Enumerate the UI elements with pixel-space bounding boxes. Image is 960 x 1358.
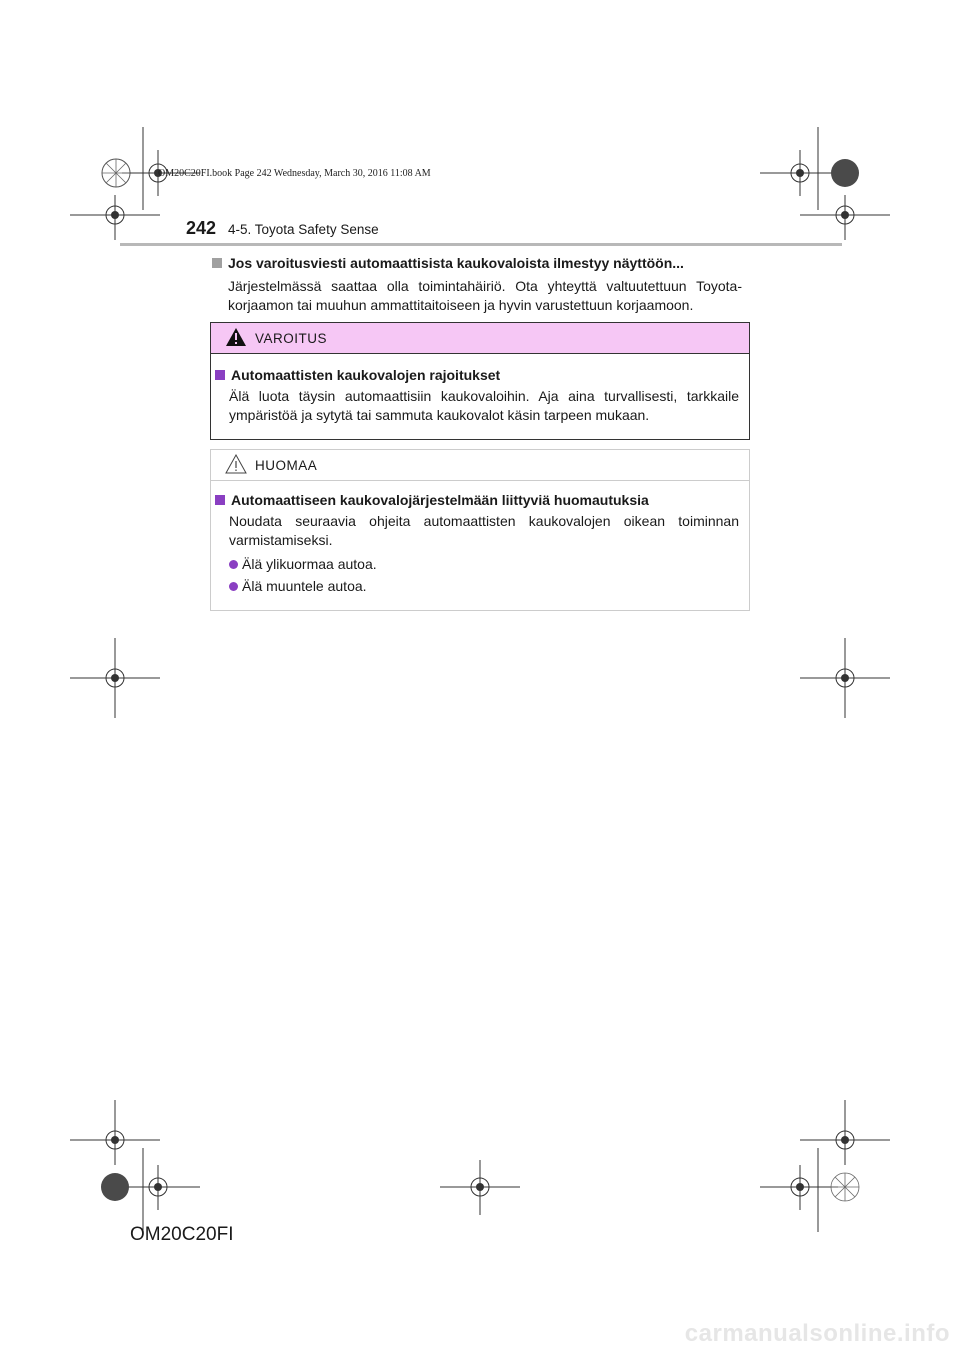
heading-warning-message [212,255,684,271]
heading-text: Jos varoitusviesti automaattisista kaukovaloista ilmestyy näyttöön... [228,255,684,271]
warning-triangle-icon [225,327,247,347]
warning-box [210,322,750,440]
warning-title-text: Automaattisten kaukovalojen rajoitukset [231,367,501,383]
square-bullet-icon [212,258,222,268]
book-header: OM20C20FI.book Page 242 Wednesday, March 30, 2016 11:08 AM [158,168,431,179]
warning-title [215,367,500,383]
notice-title [215,492,649,508]
header-rule [120,243,842,246]
square-bullet-icon [215,370,225,380]
warning-header [211,323,749,354]
section-title: 4-5. Toyota Safety Sense [228,222,379,237]
notice-label: HUOMAA [255,458,318,473]
footer-code: OM20C20FI [130,1224,234,1245]
notice-header [211,450,749,481]
round-bullet-icon [229,560,238,569]
watermark-link[interactable]: carmanualsonline.info [684,1320,950,1347]
warning-label: VAROITUS [255,331,328,346]
caution-triangle-icon [225,454,247,474]
notice-title-text: Automaattiseen kaukovalojärjestelmään liittyviä huomautuksia [231,492,649,508]
list-item: Älä ylikuormaa autoa. [229,556,377,572]
notice-box [210,449,750,611]
notice-text: Noudata seuraavia ohjeita automaattisten kaukovalojen oikean toiminnan varmistamiseksi. [229,513,739,548]
page-number: 242 [186,218,217,238]
list-item: Älä muuntele autoa. [229,578,367,594]
paragraph-malfunction: Järjestelmässä saattaa olla toimintahäiriö. Ota yhteyttä valtuutettuun Toyota-korjaamon tai muuhun ammattitaitoiseen ja hyvin varustettuun korjaamoon. [228,278,742,313]
warning-text: Älä luota täysin automaattisiin kaukovaloihin. Aja aina turvallisesti, tarkkaile ympäristöä ja sytytä tai sammuta kaukovalot käsin tarpeen mukaan. [229,388,739,423]
square-bullet-icon [215,495,225,505]
round-bullet-icon [229,582,238,591]
